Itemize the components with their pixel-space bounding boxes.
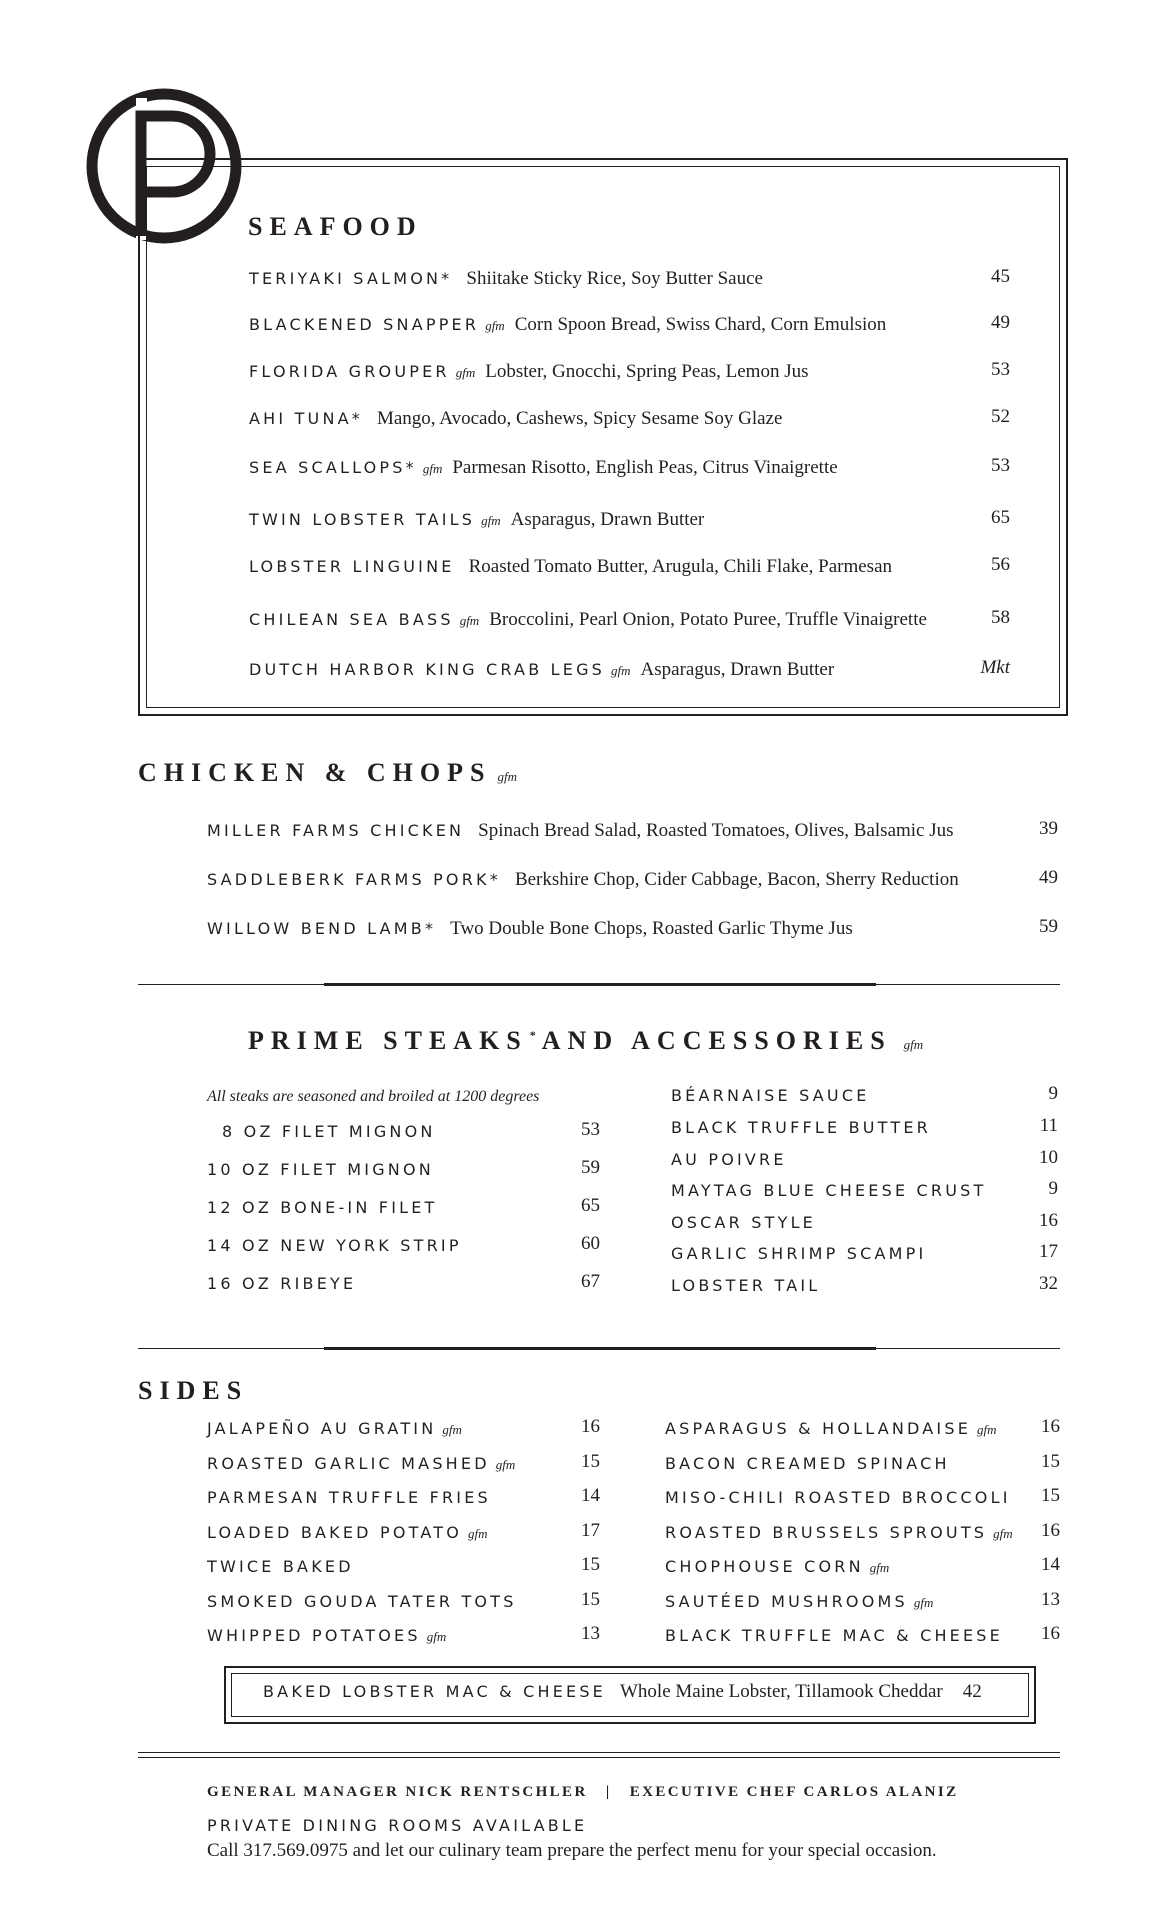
chicken-item-name: SADDLEBERK FARMS PORK* — [207, 870, 501, 889]
seafood-item-desc: Roasted Tomato Butter, Arugula, Chili Flake, Parmesan — [468, 556, 893, 577]
side-item-name: TWICE BAKED — [207, 1557, 354, 1576]
side-item — [665, 1557, 889, 1576]
chicken-item — [207, 820, 954, 842]
side-item — [207, 1488, 491, 1507]
chicken-item-name: WILLOW BEND LAMB* — [207, 919, 437, 938]
side-item-name: CHOPHOUSE CORN — [665, 1557, 864, 1576]
steaks-title-part2: AND ACCESSORIES — [541, 1026, 892, 1055]
seafood-item-name: SEA SCALLOPS* — [249, 458, 417, 477]
side-item — [207, 1523, 488, 1542]
chicken-item-desc: Spinach Bread Salad, Roasted Tomatoes, Olives, Balsamic Jus — [478, 820, 954, 841]
seafood-item-desc: Corn Spoon Bread, Swiss Chard, Corn Emulsion — [514, 314, 887, 335]
side-item-price: 15 — [1041, 1485, 1060, 1506]
side-item-price: 15 — [581, 1589, 600, 1610]
footer-rule-bottom — [138, 1757, 1060, 1758]
gfm-mark: gfm — [611, 663, 631, 678]
accessory-price: 32 — [1039, 1273, 1058, 1294]
gfm-mark: gfm — [455, 365, 476, 380]
steak-cut-price: 60 — [581, 1233, 600, 1254]
gfm-mark: gfm — [442, 1422, 462, 1437]
accessory-name: MAYTAG BLUE CHEESE CRUST — [671, 1181, 987, 1200]
seafood-item-name: TERIYAKI SALMON* — [249, 269, 453, 288]
side-item-price: 14 — [581, 1485, 600, 1506]
chicken-item-desc: Berkshire Chop, Cider Cabbage, Bacon, Sherry Reduction — [514, 869, 959, 890]
divider-accent — [324, 983, 876, 986]
accessory-name: OSCAR STYLE — [671, 1213, 816, 1232]
steak-cut-price: 59 — [581, 1157, 600, 1178]
seafood-item-name: CHILEAN SEA BASS — [249, 610, 454, 629]
seafood-title: SEAFOOD — [248, 212, 423, 241]
chicken-item-price: 39 — [1039, 818, 1058, 839]
accessory-price: 10 — [1039, 1147, 1058, 1168]
side-item — [207, 1454, 515, 1473]
seafood-item-price: Mkt — [980, 657, 1010, 678]
gfm-mark: gfm — [468, 1526, 488, 1541]
side-item-price: 16 — [1041, 1520, 1060, 1541]
chicken-item-price: 59 — [1039, 916, 1058, 937]
seafood-item-name: LOBSTER LINGUINE — [249, 557, 455, 576]
side-item — [665, 1419, 997, 1438]
accessory-price: 9 — [1048, 1083, 1058, 1104]
gfm-mark: gfm — [903, 1037, 924, 1052]
seafood-item-name: BLACKENED SNAPPER — [249, 315, 480, 334]
side-item — [665, 1523, 1013, 1542]
seafood-item-price: 53 — [991, 455, 1010, 476]
side-item-name: SMOKED GOUDA TATER TOTS — [207, 1592, 517, 1611]
feature-item — [263, 1681, 982, 1703]
seafood-item — [249, 509, 704, 531]
general-manager: GENERAL MANAGER NICK RENTSCHLER — [207, 1784, 588, 1800]
accessory-price: 17 — [1039, 1241, 1058, 1262]
side-item-price: 17 — [581, 1520, 600, 1541]
feature-item-name: BAKED LOBSTER MAC & CHEESE — [263, 1682, 606, 1701]
side-item-name: ROASTED BRUSSELS SPROUTS — [665, 1523, 988, 1542]
seafood-item-desc: Parmesan Risotto, English Peas, Citrus Vinaigrette — [452, 457, 838, 478]
gfm-mark: gfm — [977, 1422, 997, 1437]
footer-rule-top — [138, 1752, 1060, 1753]
chicken-item-name: MILLER FARMS CHICKEN — [207, 821, 465, 840]
side-item-price: 15 — [581, 1554, 600, 1575]
seafood-item-price: 52 — [991, 406, 1010, 427]
divider-accent — [324, 1347, 876, 1350]
gfm-mark: gfm — [426, 1629, 447, 1644]
gfm-mark: gfm — [485, 318, 505, 333]
accessory-name: GARLIC SHRIMP SCAMPI — [671, 1244, 927, 1263]
seafood-item-name: AHI TUNA* — [249, 409, 363, 428]
seafood-item-desc: Lobster, Gnocchi, Spring Peas, Lemon Jus — [485, 361, 809, 382]
accessory-name: LOBSTER TAIL — [671, 1276, 821, 1295]
side-item — [665, 1454, 950, 1473]
accessory-price: 9 — [1048, 1178, 1058, 1199]
steaks-title-part1: PRIME STEAKS — [248, 1026, 528, 1055]
gfm-mark: gfm — [993, 1526, 1013, 1541]
side-item-price: 16 — [1041, 1623, 1060, 1644]
side-item-name: JALAPEÑO AU GRATIN — [207, 1419, 437, 1438]
side-item — [665, 1488, 1011, 1507]
side-item-price: 15 — [1041, 1451, 1060, 1472]
seafood-item-name: DUTCH HARBOR KING CRAB LEGS — [249, 660, 606, 679]
seafood-item-desc: Asparagus, Drawn Butter — [510, 509, 705, 530]
side-item-price: 13 — [1041, 1589, 1060, 1610]
gfm-mark: gfm — [869, 1560, 890, 1575]
contact-line: Call 317.569.0975 and let our culinary team prepare the perfect menu for your special occasion. — [207, 1840, 937, 1861]
gfm-mark: gfm — [497, 769, 517, 784]
side-item — [207, 1592, 517, 1611]
seafood-item-price: 56 — [991, 554, 1010, 575]
accessory-name: BLACK TRUFFLE BUTTER — [671, 1118, 931, 1137]
chicken-chops-title-text: CHICKEN & CHOPS — [138, 758, 492, 787]
chicken-item-desc: Two Double Bone Chops, Roasted Garlic Thyme Jus — [450, 918, 853, 939]
side-item-price: 16 — [1041, 1416, 1060, 1437]
gfm-mark: gfm — [495, 1457, 516, 1472]
seafood-item-desc: Shiitake Sticky Rice, Soy Butter Sauce — [466, 268, 763, 289]
side-item-name: BACON CREAMED SPINACH — [665, 1454, 950, 1473]
side-item-price: 13 — [581, 1623, 600, 1644]
private-dining: PRIVATE DINING ROOMS AVAILABLE — [207, 1816, 588, 1835]
side-item — [207, 1557, 354, 1576]
side-item-name: ROASTED GARLIC MASHED — [207, 1454, 490, 1473]
side-item-price: 16 — [581, 1416, 600, 1437]
chicken-item — [207, 869, 959, 891]
seafood-item — [249, 457, 838, 479]
chicken-chops-title — [138, 758, 517, 788]
seafood-item — [249, 314, 886, 336]
seafood-item-price: 58 — [991, 607, 1010, 628]
seafood-item — [249, 609, 927, 631]
seafood-item — [249, 556, 892, 578]
side-item-price: 14 — [1041, 1554, 1060, 1575]
seafood-item-desc: Broccolini, Pearl Onion, Potato Puree, Truffle Vinaigrette — [489, 609, 927, 630]
steak-cut-name: 14 OZ NEW YORK STRIP — [207, 1236, 462, 1255]
seafood-item-desc: Mango, Avocado, Cashews, Spicy Sesame Soy Glaze — [376, 408, 783, 429]
accessory-name: AU POIVRE — [671, 1150, 787, 1169]
side-item-name: PARMESAN TRUFFLE FRIES — [207, 1488, 491, 1507]
steaks-title — [248, 1026, 923, 1056]
side-item-name: BLACK TRUFFLE MAC & CHEESE — [665, 1626, 1003, 1645]
seafood-item-price: 45 — [991, 266, 1010, 287]
steak-cut-name: 16 OZ RIBEYE — [207, 1274, 357, 1293]
side-item-name: ASPARAGUS & HOLLANDAISE — [665, 1419, 972, 1438]
steak-cut-name: 10 OZ FILET MIGNON — [207, 1160, 434, 1179]
steak-cut-price: 65 — [581, 1195, 600, 1216]
side-item-name: WHIPPED POTATOES — [207, 1626, 421, 1645]
side-item — [207, 1419, 462, 1438]
side-item-name: MISO-CHILI ROASTED BROCCOLI — [665, 1488, 1011, 1507]
staff-credits — [207, 1784, 959, 1801]
steaks-note: All steaks are seasoned and broiled at 1200 degrees — [207, 1088, 540, 1105]
seafood-item-price: 53 — [991, 359, 1010, 380]
chicken-item — [207, 918, 853, 940]
side-item-name: SAUTÉED MUSHROOMS — [665, 1592, 908, 1611]
steak-cut-name: 12 OZ BONE-IN FILET — [207, 1198, 438, 1217]
accessory-price: 16 — [1039, 1210, 1058, 1231]
gfm-mark: gfm — [459, 613, 480, 628]
gfm-mark: gfm — [481, 513, 501, 528]
seafood-item-name: FLORIDA GROUPER — [249, 362, 450, 381]
steak-cut-price: 53 — [581, 1119, 600, 1140]
steaks-title-star: * — [529, 1028, 536, 1043]
separator: | — [605, 1784, 612, 1800]
side-item — [665, 1592, 933, 1611]
chicken-item-price: 49 — [1039, 867, 1058, 888]
side-item-price: 15 — [581, 1451, 600, 1472]
side-item — [665, 1626, 1003, 1645]
seafood-item-desc: Asparagus, Drawn Butter — [640, 659, 835, 680]
seafood-item-price: 49 — [991, 312, 1010, 333]
side-item-name: LOADED BAKED POTATO — [207, 1523, 463, 1542]
gfm-mark: gfm — [422, 461, 443, 476]
executive-chef: EXECUTIVE CHEF CARLOS ALANIZ — [629, 1784, 959, 1800]
seafood-item-price: 65 — [991, 507, 1010, 528]
seafood-item — [249, 268, 763, 290]
feature-item-price: 42 — [962, 1681, 982, 1702]
sides-title: SIDES — [138, 1376, 249, 1405]
gfm-mark: gfm — [913, 1595, 934, 1610]
steak-cut-name: 8 OZ FILET MIGNON — [222, 1122, 436, 1141]
seafood-item — [249, 361, 809, 383]
side-item — [207, 1626, 446, 1645]
seafood-item-name: TWIN LOBSTER TAILS — [249, 510, 476, 529]
seafood-item — [249, 659, 834, 681]
feature-item-desc: Whole Maine Lobster, Tillamook Cheddar — [619, 1681, 943, 1702]
seafood-item — [249, 408, 782, 430]
steak-cut-price: 67 — [581, 1271, 600, 1292]
accessory-price: 11 — [1039, 1115, 1058, 1136]
accessory-name: BÉARNAISE SAUCE — [671, 1086, 870, 1105]
